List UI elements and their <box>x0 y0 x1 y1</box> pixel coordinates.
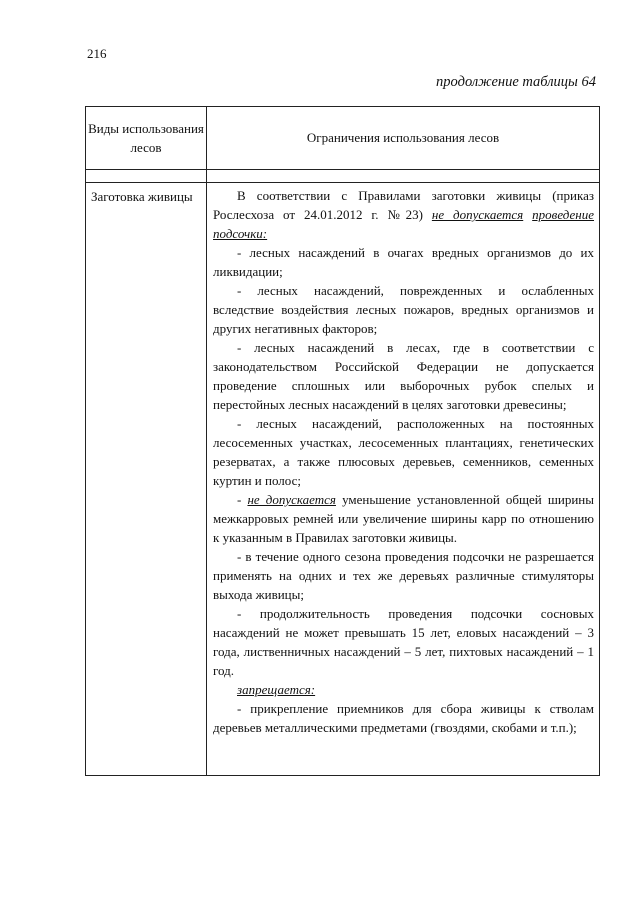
list-item: - в течение одного сезона проведения подсочки не разрешается применять на одних и тех же деревьях различные стимуляторы выхода живицы; <box>213 549 594 602</box>
use-type-cell: Заготовка живицы <box>86 183 207 776</box>
emphasis-tapping: проведение подсочки: <box>213 207 594 241</box>
list-item: - лесных насаждений, расположенных на постоянных лесосеменных участках, лесосеменных плантациях, генетических резерватах, а также плюсовых деревьев, семенников, семенных куртин и полос; <box>213 416 594 488</box>
table-spacer-row <box>86 170 600 183</box>
restrictions-cell <box>207 183 600 776</box>
table-header-row <box>86 107 600 170</box>
list-item: - лесных насаждений, поврежденных и ослабленных вследствие воздействия лесных пожаров, вредных организмов и других негативных факторов; <box>213 283 594 336</box>
list-item: - продолжительность проведения подсочки сосновых насаждений не может превышать 15 лет, еловых насаждений – 3 года, лиственничных насаждений – 5 лет, пихтовых насаждений – 1 год. <box>213 606 594 678</box>
emphasis-not-allowed: не допускается <box>247 492 336 507</box>
header-forest-use-types: Виды использования лесов <box>86 107 207 170</box>
emphasis-not-allowed: не допускается <box>431 207 524 222</box>
list-item: - лесных насаждений в лесах, где в соответствии с законодательством Российской Федерации не допускается проведение сплошных или выборочных рубок спелых и перестойных лесных насаждений в целях заготовки древесины; <box>213 340 594 412</box>
list-item: - лесных насаждений в очагах вредных организмов до их ликвидации; <box>213 245 594 279</box>
table-continuation-caption: продолжение таблицы 64 <box>436 74 596 90</box>
intro-paragraph: В соответствии с Правилами заготовки живицы (приказ Рослесхоза от 24.01.2012 г. №23) не допускается проведение подсочки: <box>213 188 594 241</box>
list-item: - не допускается уменьшение установленной общей ширины межкарровых ремней или увеличение ширины карр по отношению к указанным в Правилах заготовки живицы. <box>213 492 594 545</box>
table-row <box>86 183 600 776</box>
header-forest-use-restrictions: Ограничения использования лесов <box>207 107 600 170</box>
forest-use-table <box>85 106 600 776</box>
list-item: - прикрепление приемников для сбора живицы к стволам деревьев металлическими предметами (гвоздями, скобами и т.п.); <box>213 701 594 735</box>
forbidden-heading: запрещается: <box>237 682 316 697</box>
page-number: 216 <box>87 46 107 61</box>
